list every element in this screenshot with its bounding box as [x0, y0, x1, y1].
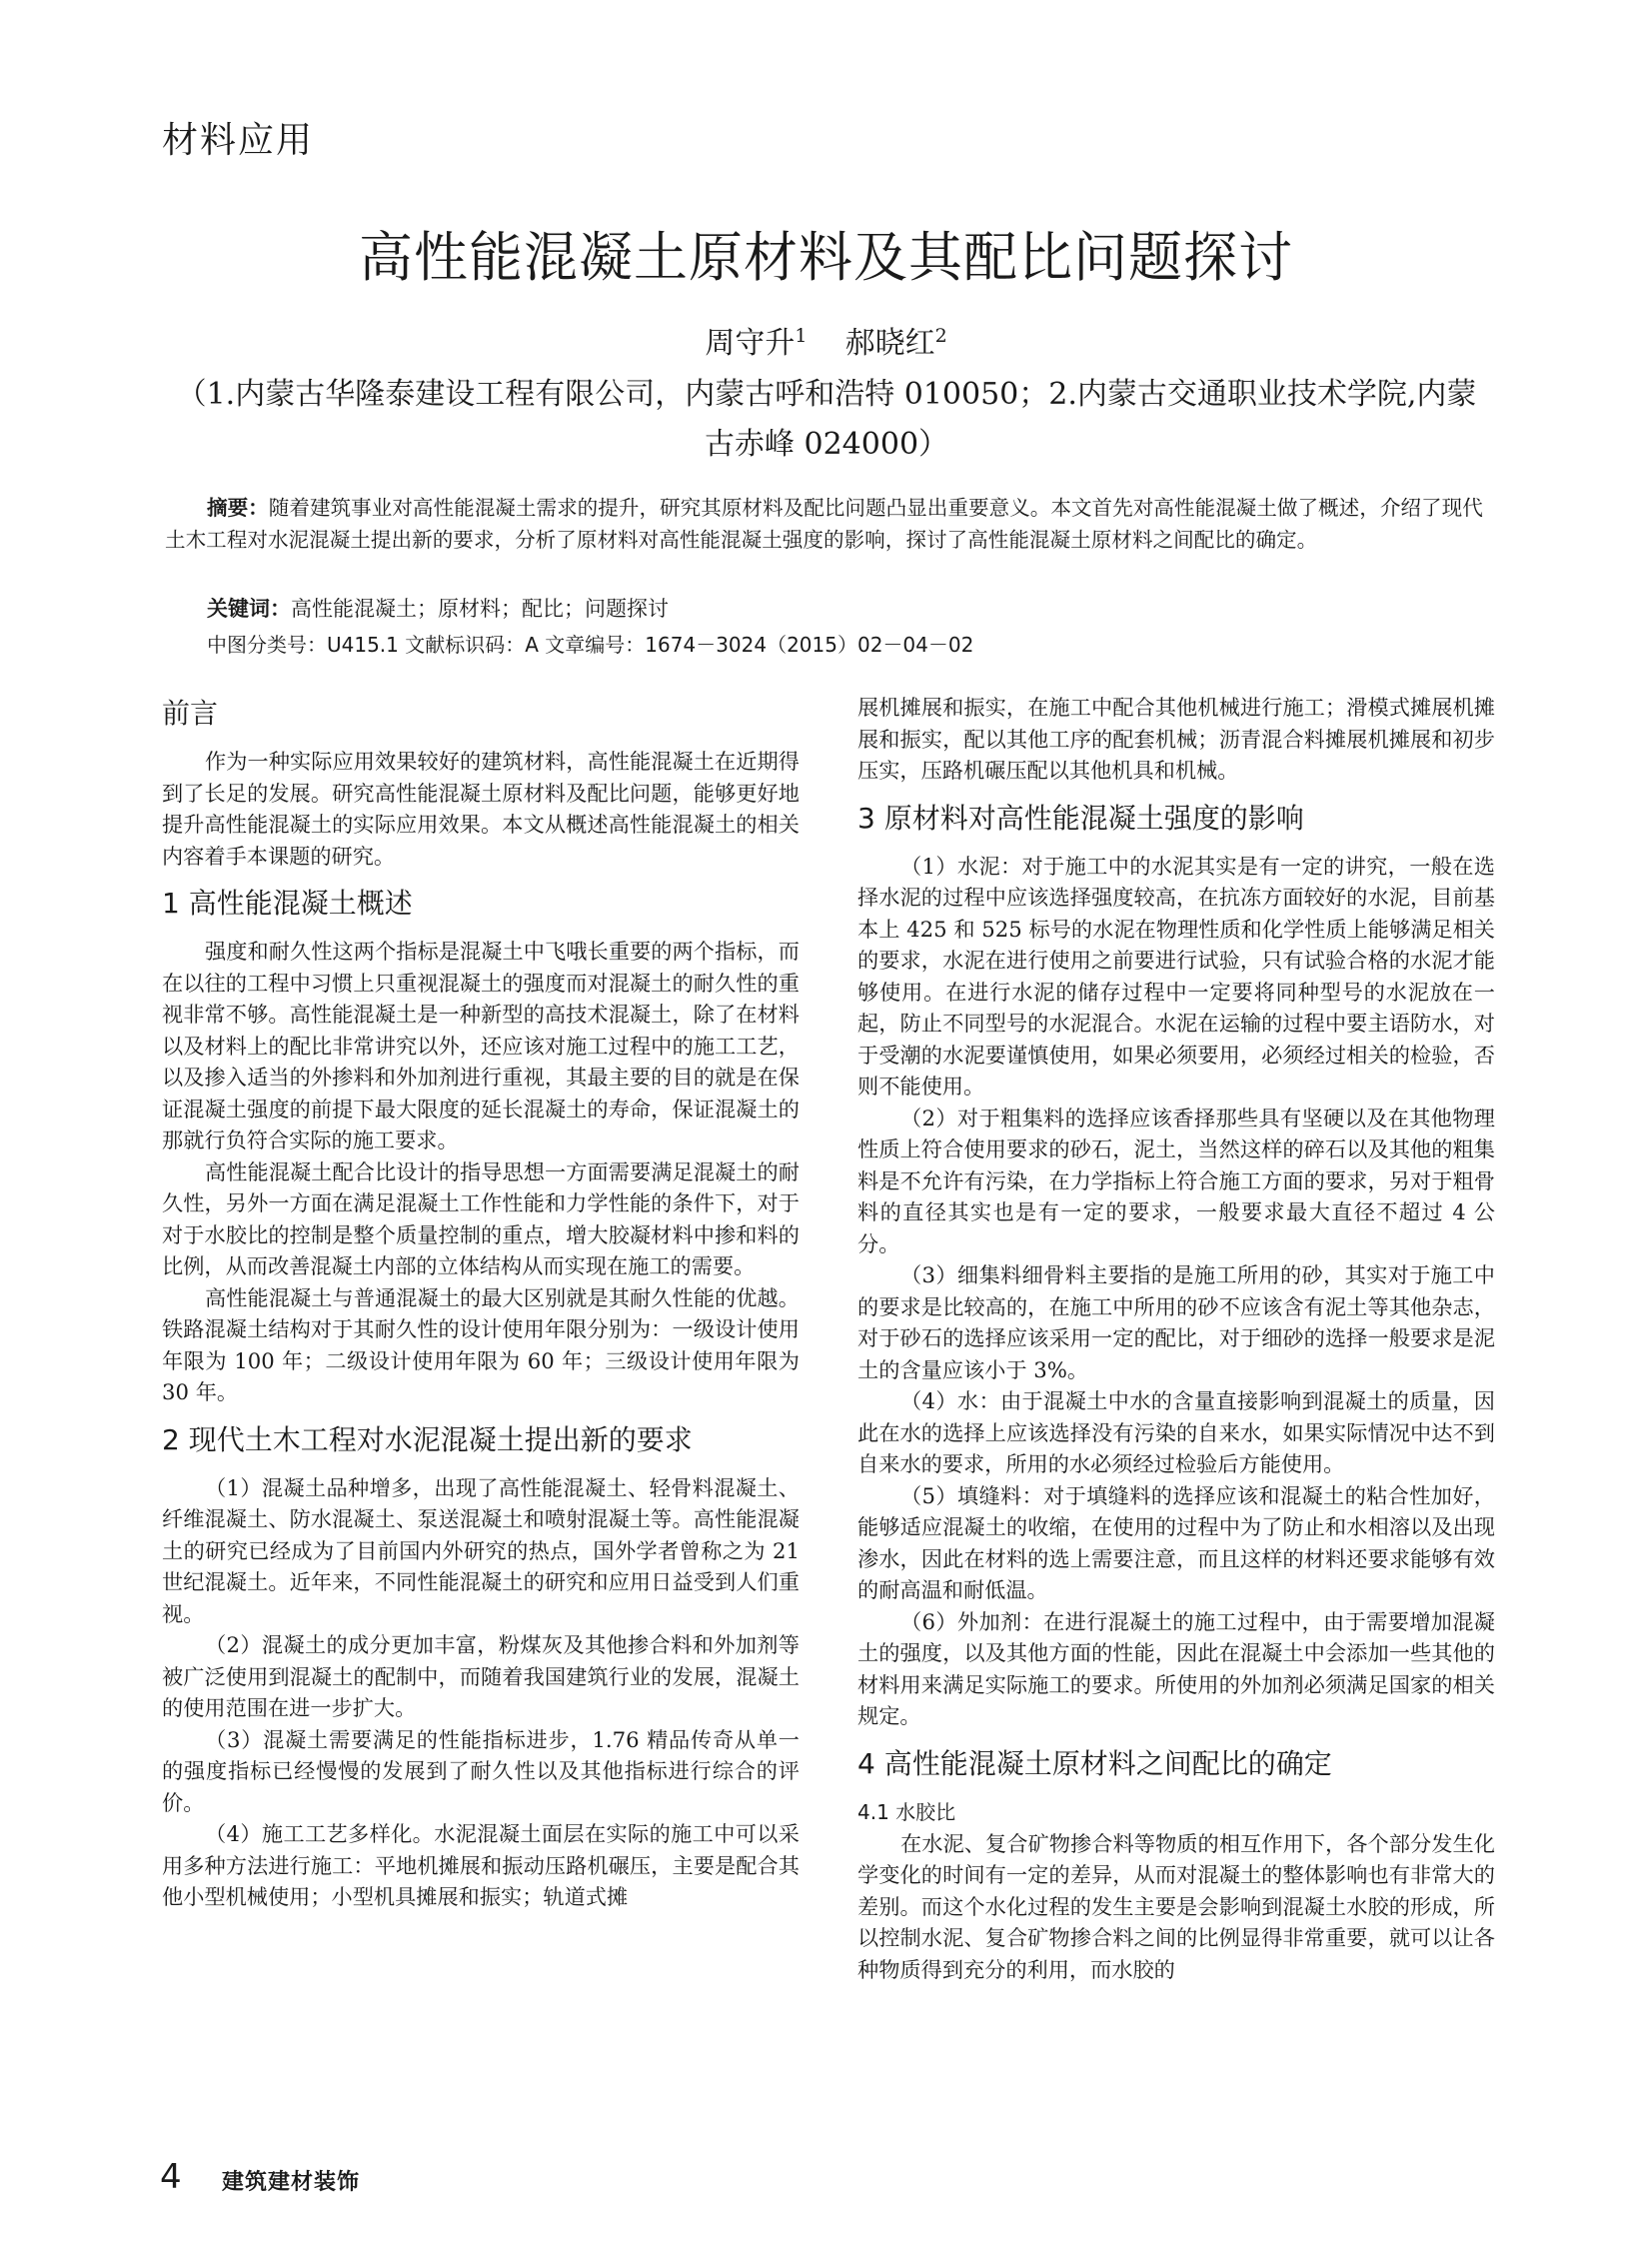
heading-section-1: 1 高性能混凝土概述	[162, 887, 413, 920]
heading-preface: 前言	[162, 697, 219, 730]
affiliation: （1.内蒙古华隆泰建设工程有限公司，内蒙古呼和浩特 010050；2.内蒙古交通职业技术学院,内蒙古赤峰 024000）	[176, 377, 1477, 462]
paragraph: （1）混凝土品种增多，出现了高性能混凝土、轻骨料混凝土、纤维混凝土、防水混凝土、泵送混凝土和喷射混凝土等。高性能混凝土的研究已经成为了目前国内外研究的热点，国外学者曾称之为 21 世纪混凝土。近年来，不同性能混凝土的研究和应用日益受到人们重视。	[162, 1474, 800, 1626]
right-column	[857, 692, 1495, 1985]
authors	[0, 318, 1652, 362]
paragraph: （1）水泥：对于施工中的水泥其实是有一定的讲究，一般在选择水泥的过程中应该选择强度较高，在抗冻方面较好的水泥，目前基本上 425 和 525 标号的水泥在物理性质和化学性质上能够满足相关的要求，水泥在进行使用之前要进行试验，只有试验合格的水泥才能够使用。在进行水泥的储存过程中一定要将同种型号的水泥放在一起，防止不同型号的水泥混合。水泥在运输的过程中要主语防水，对于受潮的水泥要谨慎使用，如果必须要用，必须经过相关的检验，否则不能使用。	[857, 853, 1495, 1099]
left-column	[162, 692, 800, 1913]
paragraph: 展机摊展和振实，在施工中配合其他机械进行施工；滑模式摊展机摊展和振实，配以其他工序的配套机械；沥青混合料摊展机摊展和初步压实，压路机碾压配以其他机具和机械。	[857, 695, 1495, 783]
section-tag: 材料应用	[162, 120, 315, 161]
heading-section-4: 4 高性能混凝土原材料之间配比的确定	[857, 1746, 1332, 1780]
paragraph: （5）填缝料：对于填缝料的选择应该和混凝土的粘合性加好，能够适应混凝土的收缩，在使用的过程中为了防止和水相溶以及出现渗水，因此在材料的选上需要注意，而且这样的材料还要求能够有效的耐高温和耐低温。	[857, 1482, 1495, 1602]
paragraph: （2）对于粗集料的选择应该香择那些具有坚硬以及在其他物理性质上符合使用要求的砂石，泥土，当然这样的碎石以及其他的粗集料是不允许有污染，在力学指标上符合施工方面的要求，另对于粗骨料的直径其实也是有一定的要求，一般要求最大直径不超过 4 公分。	[857, 1105, 1495, 1256]
paragraph: 高性能混凝土配合比设计的指导思想一方面需要满足混凝土的耐久性，另外一方面在满足混凝土工作性能和力学性能的条件下，对于对于水胶比的控制是整个质量控制的重点，增大胶凝材料中掺和料的比例，从而改善混凝土内部的立体结构从而实现在施工的需要。	[162, 1158, 800, 1278]
article-title: 高性能混凝土原材料及其配比问题探讨	[359, 226, 1293, 289]
abstract	[165, 492, 1489, 556]
paragraph: 在水泥、复合矿物掺合料等物质的相互作用下，各个部分发生化学变化的时间有一定的差异，从而对混凝土的整体影响也有非常大的差别。而这个水化过程的发生主要是会影响到混凝土水胶的形成，所以控制水泥、复合矿物掺合料之间的比例显得非常重要，就可以让各种物质得到充分的利用，而水胶的	[857, 1830, 1495, 1982]
keywords-text: 高性能混凝土；原材料；配比；问题探讨	[291, 597, 669, 621]
page-number: 4	[160, 2157, 182, 2197]
paragraph: 高性能混凝土与普通混凝土的最大区别就是其耐久性能的优越。铁路混凝土结构对于其耐久性的设计使用年限分别为：一级设计使用年限为 100 年；二级设计使用年限为 60 年；三级设计使用年限为 30 年。	[162, 1284, 800, 1404]
heading-subsection-4-1: 4.1 水胶比	[857, 1799, 956, 1824]
paragraph: （4）施工工艺多样化。水泥混凝土面层在实际的施工中可以采用多种方法进行施工：平地机摊展和振动压路机碾压，主要是配合其他小型机械使用；小型机具摊展和振实；轨道式摊	[162, 1821, 800, 1909]
abstract-text: 随着建筑事业对高性能混凝土需求的提升，研究其原材料及配比问题凸显出重要意义。本文首先对高性能混凝土做了概述，介绍了现代土木工程对水泥混凝土提出新的要求，分析了原材料对高性能混凝土强度的影响，探讨了高性能混凝土原材料之间配比的确定。	[165, 496, 1483, 552]
keywords	[207, 593, 669, 623]
heading-section-2: 2 现代土木工程对水泥混凝土提出新的要求	[162, 1422, 693, 1456]
classification-line: 中图分类号：U415.1 文献标识码：A 文章编号：1674－3024（2015）02－04－02	[207, 633, 974, 657]
author-name: 郝晓红	[844, 326, 935, 361]
paragraph: （3）细集料细骨料主要指的是施工所用的砂，其实对于施工中的要求是比较高的，在施工中所用的砂不应该含有泥土等其他杂志，对于砂石的选择应该采用一定的配比，对于细砂的选择一般要求是泥土的含量应该小于 3%。	[857, 1262, 1495, 1382]
heading-section-3: 3 原材料对高性能混凝土强度的影响	[857, 801, 1304, 835]
author-affil-mark: 2	[934, 325, 947, 347]
journal-name: 建筑建材装饰	[222, 2170, 361, 2195]
keywords-label: 关键词：	[207, 597, 291, 621]
paragraph: （2）混凝土的成分更加丰富，粉煤灰及其他掺合料和外加剂等被广泛使用到混凝土的配制中，而随着我国建筑行业的发展，混凝土的使用范围在进一步扩大。	[162, 1632, 800, 1720]
abstract-label: 摘要：	[207, 496, 269, 520]
paragraph: （6）外加剂：在进行混凝土的施工过程中，由于需要增加混凝土的强度，以及其他方面的性能，因此在混凝土中会添加一些其他的材料用来满足实际施工的要求。所使用的外加剂必须满足国家的相关规定。	[857, 1608, 1495, 1728]
paragraph: （4）水：由于混凝土中水的含量直接影响到混凝土的质量，因此在水的选择上应该选择没有污染的自来水，如果实际情况中达不到自来水的要求，所用的水必须经过检验后方能使用。	[857, 1388, 1495, 1476]
author-affil-mark: 1	[795, 325, 808, 347]
paragraph: 强度和耐久性这两个指标是混凝土中飞哦长重要的两个指标，而在以往的工程中习惯上只重视混凝土的强度而对混凝土的耐久性的重视非常不够。高性能混凝土是一种新型的高技术混凝土，除了在材料以及材料上的配比非常讲究以外，还应该对施工过程中的施工工艺，以及掺入适当的外掺料和外加剂进行重视，其最主要的目的就是在保证混凝土强度的前提下最大限度的延长混凝土的寿命，保证混凝土的那就行负符合实际的施工要求。	[162, 939, 800, 1152]
paragraph: 作为一种实际应用效果较好的建筑材料，高性能混凝土在近期得到了长足的发展。研究高性能混凝土原材料及配比问题，能够更好地提升高性能混凝土的实际应用效果。本文从概述高性能混凝土的相关内容着手本课题的研究。	[162, 749, 800, 869]
paragraph: （3）混凝土需要满足的性能指标进步，1.76 精品传奇从单一的强度指标已经慢慢的发展到了耐久性以及其他指标进行综合的评价。	[162, 1726, 800, 1815]
author-name: 周守升	[705, 326, 796, 361]
